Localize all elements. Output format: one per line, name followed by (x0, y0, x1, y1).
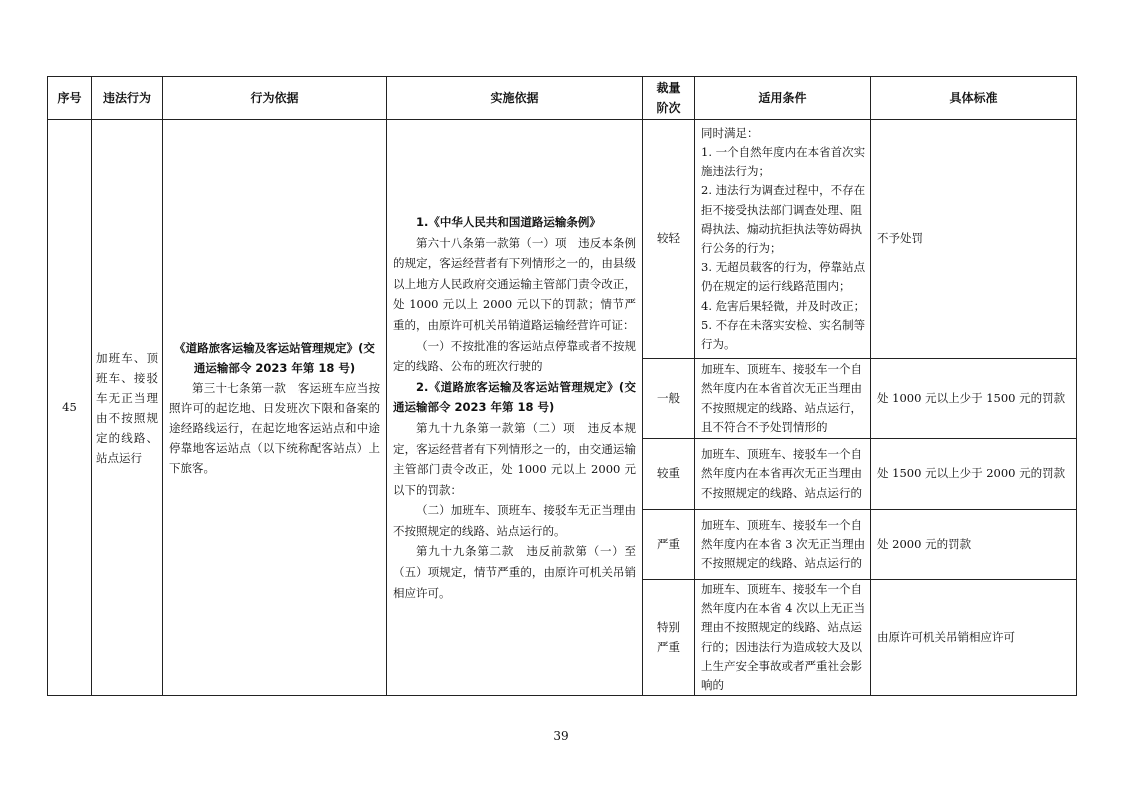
condition-severe: 加班车、顶班车、接驳车一个自然年度内在本省 3 次无正当理由不按照规定的线路、站点运行的 (695, 510, 871, 580)
condition-extremely-severe: 加班车、顶班车、接驳车一个自然年度内在本省 4 次以上无正当理由不按照规定的线路、站点运行的；因违法行为造成较大及以上生产安全事故或者严重社会影响的 (695, 580, 871, 696)
table-row (48, 120, 1077, 359)
header-level-line2: 阶次 (656, 101, 681, 115)
header-conduct-basis: 行为依据 (163, 77, 387, 120)
impl-para-7: 第九十九条第二款 违反前款第（一）至（五）项规定，情节严重的，由原许可机关吊销相应许可。 (393, 544, 636, 600)
standard-severe: 处 2000 元的罚款 (871, 510, 1077, 580)
impl-para-6: （二）加班车、顶班车、接驳车无正当理由不按照规定的线路、站点运行的。 (393, 503, 636, 538)
header-violation: 违法行为 (92, 77, 163, 120)
standard-general: 处 1000 元以上少于 1500 元的罚款 (871, 359, 1077, 439)
standard-extremely-severe: 由原许可机关吊销相应许可 (871, 580, 1077, 696)
header-seq: 序号 (48, 77, 92, 120)
level-general: 一般 (643, 359, 695, 439)
impl-para-2: 第六十八条第一款第（一）项 违反本条例的规定，客运经营者有下列情形之一的，由县级以上地方人民政府交通运输主管部门责令改正，处 1000 元以上 2000 元以下的罚款；情节严重的，由原许可机关吊销道路运输经营许可证： (393, 235, 636, 332)
impl-title-4: 2.《道路旅客运输及客运站管理规定》(交通运输部令 2023 年第 18 号) (393, 379, 636, 415)
level-extremely-severe-line2: 严重 (657, 639, 680, 654)
row-seq: 45 (48, 120, 92, 696)
condition-minor-line: 1. 一个自然年度内在本省首次实施违法行为； (701, 144, 866, 179)
condition-minor-line: 5. 不存在未落实安检、实名制等行为。 (701, 317, 866, 352)
conduct-basis-title: 《道路旅客运输及客运站管理规定》(交通运输部令 2023 年第 18 号) (174, 340, 375, 375)
page-number: 39 (553, 729, 569, 743)
implementation-basis-cell (387, 120, 643, 696)
impl-para-5: 第九十九条第一款第（二）项 违反本规定，客运经营者有下列情形之一的，由交通运输主管部门责令改正，处 1000 元以上 2000 元以下的罚款： (393, 420, 636, 497)
level-extremely-severe-line1: 特别 (657, 620, 680, 635)
condition-minor (695, 120, 871, 359)
level-minor: 较轻 (643, 120, 695, 359)
level-serious: 较重 (643, 439, 695, 510)
level-severe: 严重 (643, 510, 695, 580)
impl-title-1: 1.《中华人民共和国道路运输条例》 (416, 214, 601, 229)
condition-general: 加班车、顶班车、接驳车一个自然年度内在本省首次无正当理由不按照规定的线路、站点运行，且不符合不予处罚情形的 (695, 359, 871, 439)
standard-serious: 处 1500 元以上少于 2000 元的罚款 (871, 439, 1077, 510)
standard-minor: 不予处罚 (871, 120, 1077, 359)
header-specific-standard: 具体标准 (871, 77, 1077, 120)
penalty-discretion-table (47, 76, 1077, 696)
conduct-basis-text: 第三十七条第一款 客运班车应当按照许可的起讫地、日发班次下限和备案的途经路线运行，在起讫地客运站点和中途停靠地客运站点（以下统称配客站点）上下旅客。 (169, 380, 380, 475)
violation-text: 加班车、顶班车、接驳车无正当理由不按照规定的线路、站点运行 (92, 120, 163, 696)
header-implementation-basis: 实施依据 (387, 77, 643, 120)
level-extremely-severe (643, 580, 695, 696)
condition-minor-line: 4. 危害后果轻微，并及时改正； (701, 298, 866, 313)
header-row (48, 77, 1077, 120)
condition-minor-line: 3. 无超员载客的行为，停靠站点仍在规定的运行线路范围内； (701, 260, 866, 294)
condition-minor-line: 2. 违法行为调查过程中，不存在拒不接受执法部门调查处理、阻碍执法、煽动抗拒执法等妨碍执行公务的行为； (701, 183, 866, 255)
header-applicable-conditions: 适用条件 (695, 77, 871, 120)
impl-para-3: （一）不按批准的客运站点停靠或者不按规定的线路、公布的班次行驶的 (393, 338, 636, 374)
condition-serious: 加班车、顶班车、接驳车一个自然年度内在本省再次无正当理由不按照规定的线路、站点运行的 (695, 439, 871, 510)
header-level-line1: 裁量 (656, 81, 681, 95)
conduct-basis-cell (163, 120, 387, 696)
condition-minor-line: 同时满足： (701, 125, 759, 140)
header-discretion-level (643, 77, 695, 120)
